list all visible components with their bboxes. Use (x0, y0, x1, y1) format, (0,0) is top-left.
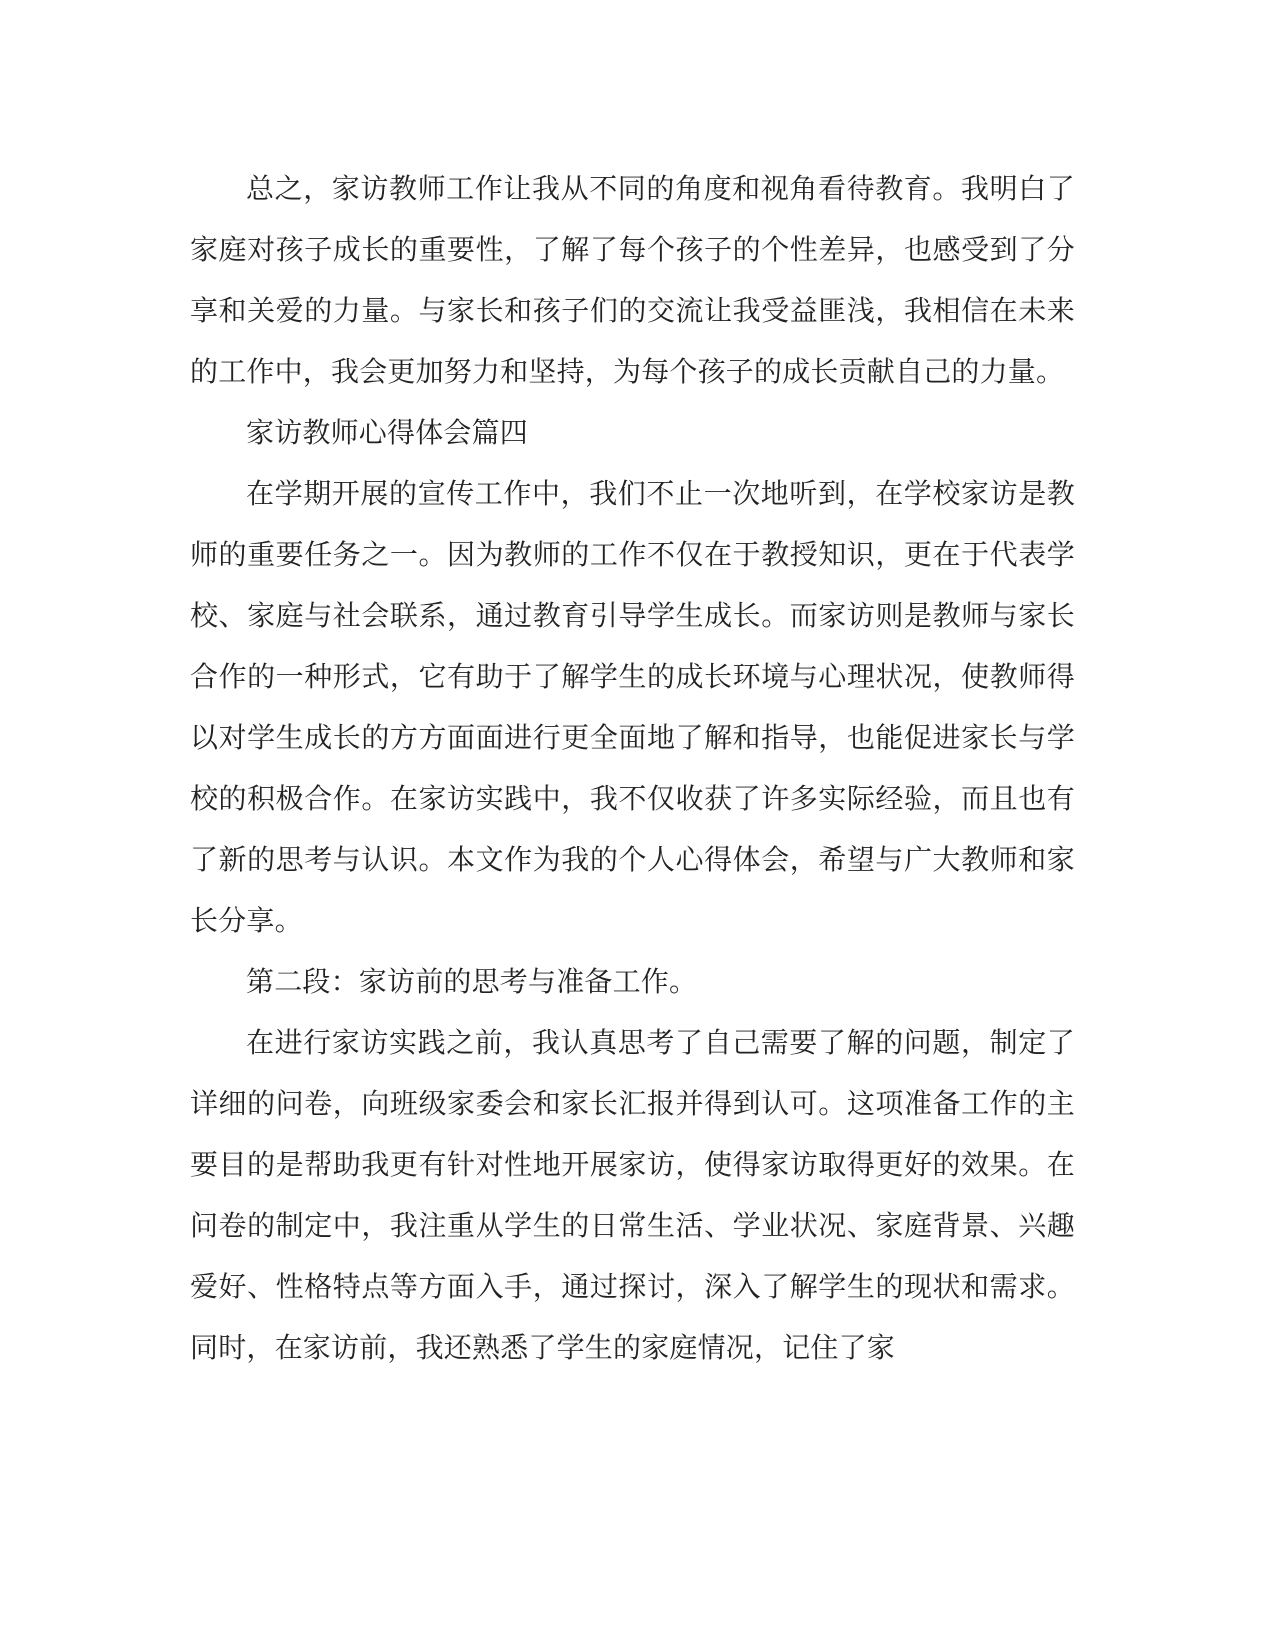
document-body (190, 158, 1075, 1378)
paragraph-preparation: 在进行家访实践之前，我认真思考了自己需要了解的问题，制定了详细的问卷，向班级家委会和家长汇报并得到认可。这项准备工作的主要目的是帮助我更有针对性地开展家访，使得家访取得更好的效果。在问卷的制定中，我注重从学生的日常生活、学业状况、家庭背景、兴趣爱好、性格特点等方面入手，通过探讨，深入了解学生的现状和需求。同时，在家访前，我还熟悉了学生的家庭情况，记住了家 (190, 1026, 1075, 1364)
paragraph-introduction: 在学期开展的宣传工作中，我们不止一次地听到，在学校家访是教师的重要任务之一。因为教师的工作不仅在于教授知识，更在于代表学校、家庭与社会联系，通过教育引导学生成长。而家访则是教师与家长合作的一种形式，它有助于了解学生的成长环境与心理状况，使教师得以对学生成长的方方面面进行更全面地了解和指导，也能促进家长与学校的积极合作。在家访实践中，我不仅收获了许多实际经验，而且也有了新的思考与认识。本文作为我的个人心得体会，希望与广大教师和家长分享。 (190, 477, 1075, 937)
section-heading-part-four: 家访教师心得体会篇四 (246, 416, 529, 449)
section-heading-second-part: 第二段：家访前的思考与准备工作。 (246, 965, 698, 998)
paragraph-summary: 总之，家访教师工作让我从不同的角度和视角看待教育。我明白了家庭对孩子成长的重要性，了解了每个孩子的个性差异，也感受到了分享和关爱的力量。与家长和孩子们的交流让我受益匪浅，我相信在未来的工作中，我会更加努力和坚持，为每个孩子的成长贡献自己的力量。 (190, 172, 1075, 388)
